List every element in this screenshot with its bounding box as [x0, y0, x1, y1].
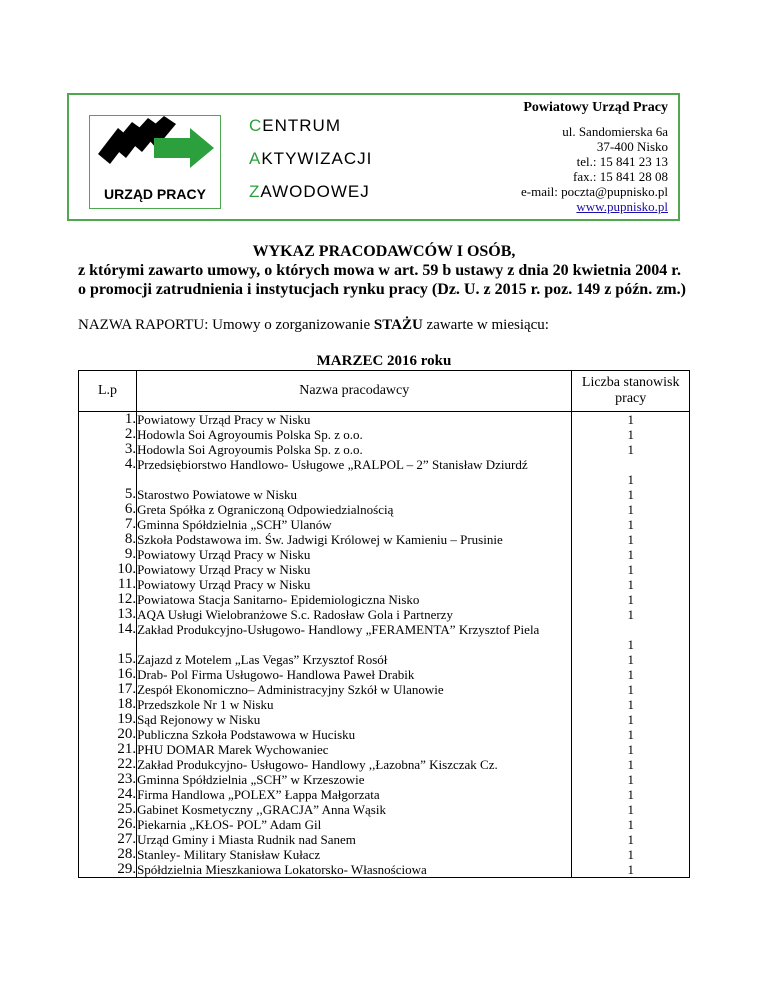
address-city: 37-400 Nisko: [596, 139, 668, 154]
table-cell-name: Przedszkole Nr 1 w Nisku: [137, 697, 274, 712]
report-suffix: zawarte w miesiącu:: [422, 317, 549, 333]
table-cell-count: 1: [627, 592, 634, 607]
urzad-pracy-logo: [89, 115, 221, 209]
table-cell-lp: 24.: [117, 787, 137, 802]
table-cell-name: Powiatowy Urząd Pracy w Nisku: [137, 562, 311, 577]
table-cell-lp: 16.: [117, 667, 137, 682]
name-column: [137, 412, 572, 878]
phone: tel.: 15 841 23 13: [576, 154, 668, 169]
table-cell-count: 1: [627, 697, 634, 712]
table-cell-count: 1: [627, 427, 634, 442]
title-block: [78, 242, 690, 299]
table-cell-lp: 28.: [117, 847, 137, 862]
table-cell-name: Powiatowy Urząd Pracy w Nisku: [137, 547, 311, 562]
table-cell-lp: 2.: [124, 427, 137, 442]
report-type: STAŻU: [373, 317, 423, 333]
table-header-row: [79, 371, 690, 412]
report-name: [78, 316, 549, 334]
table-cell-lp: 14.: [117, 622, 137, 637]
table-cell-lp: 18.: [117, 697, 137, 712]
center-name-word: ENTRUM: [262, 116, 341, 135]
center-name-word: KTYWIZACJI: [261, 149, 373, 168]
org-name: Powiatowy Urząd Pracy: [523, 100, 668, 115]
table-cell-count: 1: [627, 532, 634, 547]
center-name-cap: C: [249, 116, 263, 135]
table-cell-lp: 10.: [117, 562, 137, 577]
header-name: Nazwa pracodawcy: [137, 371, 572, 412]
table-cell-name: Hodowla Soi Agroyoumis Polska Sp. z o.o.: [137, 442, 363, 457]
center-name-cap: A: [249, 149, 262, 168]
table-cell-lp: 27.: [117, 832, 137, 847]
table-cell-name: Zakład Produkcyjno- Usługowo- Handlowy ,,Łazobna” Kiszczak Cz.: [137, 757, 498, 772]
table-body-row: [79, 412, 690, 878]
document-title: WYKAZ PRACODAWCÓW I OSÓB,: [252, 243, 516, 260]
table-cell-count: 1: [627, 577, 634, 592]
table-cell-lp: 25.: [117, 802, 137, 817]
table-cell-lp: 15.: [117, 652, 137, 667]
table-cell-count: 1: [627, 502, 634, 517]
table-cell-lp: 26.: [117, 817, 137, 832]
table-cell-name: Szkoła Podstawowa im. Św. Jadwigi Królowej w Kamieniu – Prusinie: [137, 532, 503, 547]
table-cell-lp: 5.: [124, 487, 137, 502]
table-cell-count: 1: [627, 667, 634, 682]
center-name: [249, 109, 372, 208]
table-cell-lp: 22.: [117, 757, 137, 772]
table-cell-name: Hodowla Soi Agroyoumis Polska Sp. z o.o.: [137, 427, 363, 442]
table-cell-lp: 3.: [124, 442, 137, 457]
header-lp: L.p: [79, 371, 137, 412]
table-cell-lp: 4.: [124, 457, 137, 472]
table-cell-count: 1: [627, 652, 634, 667]
table-cell-lp: 12.: [117, 592, 137, 607]
table-cell-name: Publiczna Szkoła Podstawowa w Hucisku: [137, 727, 356, 742]
table-cell-name: AQA Usługi Wielobranżowe S.c. Radosław Gola i Partnerzy: [137, 607, 453, 622]
website-link[interactable]: www.pupnisko.pl: [576, 199, 668, 214]
lp-column: [79, 412, 137, 878]
table-cell-name: Firma Handlowa „POLEX” Łappa Małgorzata: [137, 787, 380, 802]
table-cell-name: Urząd Gminy i Miasta Rudnik nad Sanem: [137, 832, 356, 847]
table-cell-lp: 29.: [117, 862, 137, 877]
table-cell-lp: 6.: [124, 502, 137, 517]
table-cell-count: 1: [627, 682, 634, 697]
table-cell-name: Piekarnia „KŁOS- POL” Adam Gil: [137, 817, 322, 832]
table-cell-lp: 9.: [124, 547, 137, 562]
header-count: Liczba stanowisk pracy: [572, 371, 690, 412]
address-street: ul. Sandomierska 6a: [562, 124, 668, 139]
table-cell-count: 1: [627, 772, 634, 787]
table-cell-lp: 8.: [124, 532, 137, 547]
table-cell-count: 1: [627, 757, 634, 772]
table-cell-name: PHU DOMAR Marek Wychowaniec: [137, 742, 329, 757]
employers-table: [78, 370, 690, 878]
table-cell-name: Gminna Spółdzielnia „SCH” w Krzeszowie: [137, 772, 365, 787]
logo-graphic-icon: [90, 116, 220, 186]
fax: fax.: 15 841 28 08: [573, 169, 668, 184]
logo-text: URZĄD PRACY: [104, 186, 206, 202]
table-cell-name: Spółdzielnia Mieszkaniowa Lokatorsko- Własnościowa: [137, 862, 427, 877]
table-cell-count: 1: [627, 847, 634, 862]
header-box: [67, 93, 680, 221]
table-cell-count: 1: [627, 817, 634, 832]
table-cell-name: Przedsiębiorstwo Handlowo- Usługowe „RALPOL – 2” Stanisław Dziurdź: [137, 457, 528, 472]
table-cell-lp: 19.: [117, 712, 137, 727]
table-cell-name: Greta Spółka z Ograniczoną Odpowiedzialnością: [137, 502, 394, 517]
table-cell-name: Drab- Pol Firma Usługowo- Handlowa Paweł Drabik: [137, 667, 415, 682]
table-cell-name: Powiatowa Stacja Sanitarno- Epidemiologiczna Nisko: [137, 592, 420, 607]
table-cell-lp: 7.: [124, 517, 137, 532]
table-cell-lp: 23.: [117, 772, 137, 787]
table-cell-name: Powiatowy Urząd Pracy w Nisku: [137, 577, 311, 592]
table-cell-name: Gabinet Kosmetyczny ,,GRACJA” Anna Wąsik: [137, 802, 386, 817]
table-cell-count: 1: [627, 487, 634, 502]
table-cell-name: Gminna Spółdzielnia „SCH” Ulanów: [137, 517, 332, 532]
email: e-mail: poczta@pupnisko.pl: [521, 184, 668, 199]
table-cell-count: 1: [627, 442, 634, 457]
table-cell-lp: 13.: [117, 607, 137, 622]
table-cell-count: 1: [627, 472, 634, 487]
table-cell-lp: 17.: [117, 682, 137, 697]
count-column: [572, 412, 690, 878]
table-cell-count: 1: [627, 517, 634, 532]
center-name-cap: Z: [249, 182, 261, 201]
document-subtitle: z którymi zawarto umowy, o których mowa w art. 59 b ustawy z dnia 20 kwietnia 2004 r. o promocji zatrudnienia i instytucjach rynku pracy (Dz. U. z 2015 r. poz. 149 z późn. zm.): [78, 262, 686, 298]
table-cell-lp: 1.: [124, 412, 137, 427]
table-cell-count: 1: [627, 742, 634, 757]
table-cell-count: 1: [627, 862, 634, 877]
table-cell-name: Sąd Rejonowy w Nisku: [137, 712, 261, 727]
table-cell-count: 1: [627, 547, 634, 562]
table-cell-lp: 11.: [117, 577, 137, 592]
table-cell-count: 1: [627, 412, 634, 427]
report-month: MARZEC 2016 roku: [316, 353, 452, 369]
table-cell-name: Zespół Ekonomiczno– Administracyjny Szkół w Ulanowie: [137, 682, 444, 697]
table-cell-name: Stanley- Military Stanisław Kułacz: [137, 847, 321, 862]
contact-block: [521, 100, 668, 214]
table-cell-count: 1: [627, 727, 634, 742]
table-cell-count: 1: [627, 562, 634, 577]
report-prefix: NAZWA RAPORTU: Umowy o zorganizowanie: [78, 317, 374, 333]
table-cell-count: 1: [627, 607, 634, 622]
center-name-word: AWODOWEJ: [260, 182, 370, 201]
table-cell-lp: 20.: [117, 727, 137, 742]
table-cell-count: 1: [627, 787, 634, 802]
table-cell-name: Zajazd z Motelem „Las Vegas” Krzysztof Rosół: [137, 652, 388, 667]
table-cell-name: Powiatowy Urząd Pracy w Nisku: [137, 412, 311, 427]
table-cell-count: 1: [627, 832, 634, 847]
table-cell-name: Starostwo Powiatowe w Nisku: [137, 487, 298, 502]
table-cell-lp: 21.: [117, 742, 137, 757]
table-cell-name: Zakład Produkcyjno-Usługowo- Handlowy „FERAMENTA” Krzysztof Piela: [137, 622, 540, 637]
table-cell-count: 1: [627, 802, 634, 817]
table-cell-count: 1: [627, 712, 634, 727]
table-cell-count: 1: [627, 637, 634, 652]
